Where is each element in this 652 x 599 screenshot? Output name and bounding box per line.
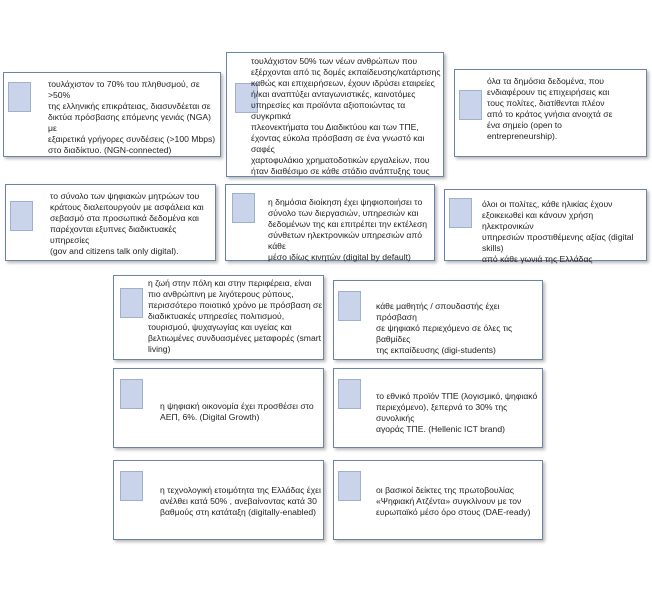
goal-box-digital-growth bbox=[113, 368, 324, 448]
goal-box-smart-living bbox=[113, 275, 324, 360]
goal-box-open-data bbox=[454, 69, 647, 157]
goal-box-ngn-connected bbox=[3, 72, 221, 157]
goal-box-hellenic-ict-brand bbox=[333, 368, 543, 448]
bullet-square bbox=[338, 291, 361, 321]
goal-text: η τεχνολογική ετοιμότητα της Ελλάδας έχει ανέλθει κατά 50% , ανεβαίνοντας κατά 30 βαθμούς στη κατάταξη (digitally-enabled) bbox=[160, 485, 321, 517]
bullet-square bbox=[459, 90, 482, 120]
bullet-square bbox=[8, 82, 31, 112]
bullet-square bbox=[120, 471, 143, 501]
goal-box-gov-citizens-digital bbox=[5, 184, 216, 261]
goal-text: όλα τα δημόσια δεδομένα, που ενδιαφέρουν τις επιχειρήσεις και τους πολίτες, διατίθενται πλέον από το κράτος γνήσια ανοιχτά σε ένα σημείο (open to entrepreneurship). bbox=[487, 76, 613, 141]
goal-box-dae-ready bbox=[333, 460, 543, 540]
goal-box-digital-skills bbox=[444, 189, 647, 264]
goal-text: τουλάχιστον 50% των νέων ανθρώπων που εξέρχονται από τις δομές εκπαίδευσης/κατάρτισης καθώς και επιχειρήσεων, έχουν ιδρύσει εταιρείες ή/και αναπτύξει ανταγωνιστικές, καινοτόμες υπηρεσίες και προϊόντα αξιοποιώντας τα συγκριτικά πλεονεκτήματα του Διαδικτύου και των ΤΠΕ, έχοντας εύκολα πρόσβαση σε ένα γνωστό και σαφές χαρτοφυλάκιο χρηματοδοτικών εργαλείων, που ήταν διαθέσιμο σε κάθε στάδιο ανάπτυξης τους bbox=[251, 56, 441, 176]
bullet-square bbox=[338, 379, 361, 409]
goal-text: το εθνικό προϊόν ΤΠΕ (λογισμικό, ψηφιακό περιεχόμενο), ξεπερνά το 30% της συνολικής αγοράς ΤΠΕ. (Hellenic ICT brand) bbox=[376, 391, 538, 434]
goal-text: το σύνολο των ψηφιακών μητρώων του κράτους διαλειτουργούν με ασφάλεια και σεβασμό στα προσωπικά δεδομένα και παρέχονται εξυπνες διαδικτυακές υπηρεσίες (gov and citizens talk only digital). bbox=[50, 191, 204, 256]
bullet-square bbox=[232, 193, 255, 223]
bullet-square bbox=[120, 379, 143, 409]
goal-text: η δημόσια διοίκηση έχει ψηφιοποιήσει το σύνολο των διεργασιών, υπηρεσιών και δεδομένων της και επιτρέπει την εκτέλεση σύνθετων ηλεκτρονικών υπηρεσιών από κάθε μέσο ιδίως κινητών (digital by default) bbox=[268, 197, 428, 262]
goal-box-digitally-enabled bbox=[113, 460, 324, 540]
bullet-square bbox=[120, 288, 143, 318]
goal-text: όλοι οι πολίτες, κάθε ηλικίας έχουν εξοικειωθεί και κάνουν χρήση ηλεκτρονικών υπηρεσιών προστιθέμενης αξίας (digital skills) από κάθε γωνιά της Ελλάδας bbox=[482, 199, 634, 264]
goal-box-entrepreneurship bbox=[226, 52, 444, 177]
goal-text: οι βασικοί δείκτες της πρωτοβουλίας «Ψηφιακή Ατζέντα» συγκλίνουν με τον ευρωπαϊκό μέσο όρο στους (DAE-ready) bbox=[376, 485, 531, 517]
bullet-square bbox=[10, 201, 33, 231]
goal-box-digital-by-default bbox=[225, 184, 435, 261]
goal-text: τουλάχιστον το 70% του πληθυσμού, σε >50% της ελληνικής επικράτειας, διασυνδέεται σε δικτύα πρόσβασης επόμενης γενιάς (NGA) με εξαιρετικά γρήγορες συνδέσεις (>100 Mbps) στο διαδίκτυο. (NGN-connected) bbox=[48, 79, 216, 155]
goal-text: κάθε μαθητής / σπουδαστής έχει πρόσβαση σε ψηφιακό περιεχόμενο σε όλες τις βαθμίδες της εκπαίδευσης (digi-students) bbox=[376, 301, 513, 355]
bullet-square bbox=[338, 471, 361, 501]
bullet-square bbox=[449, 198, 472, 228]
goal-box-digi-students bbox=[333, 280, 543, 360]
goal-text: η ζωή στην πόλη και στην περιφέρεια, είναι πιο ανθρώπινη με λιγότερους ρύπους, περισσότερο ποιοτικό χρόνο με πρόσβαση σε διαδικτυακές υπηρεσίες πολιτισμού, τουρισμού, ψυχαγωγίας και υγείας και βελτιωμένες συνδυασμένες μεταφορές (smart living) bbox=[148, 278, 323, 354]
goal-text: η ψηφιακή οικονομία έχει προσθέσει στο ΑΕΠ, 6%. (Digital Growth) bbox=[160, 401, 314, 422]
